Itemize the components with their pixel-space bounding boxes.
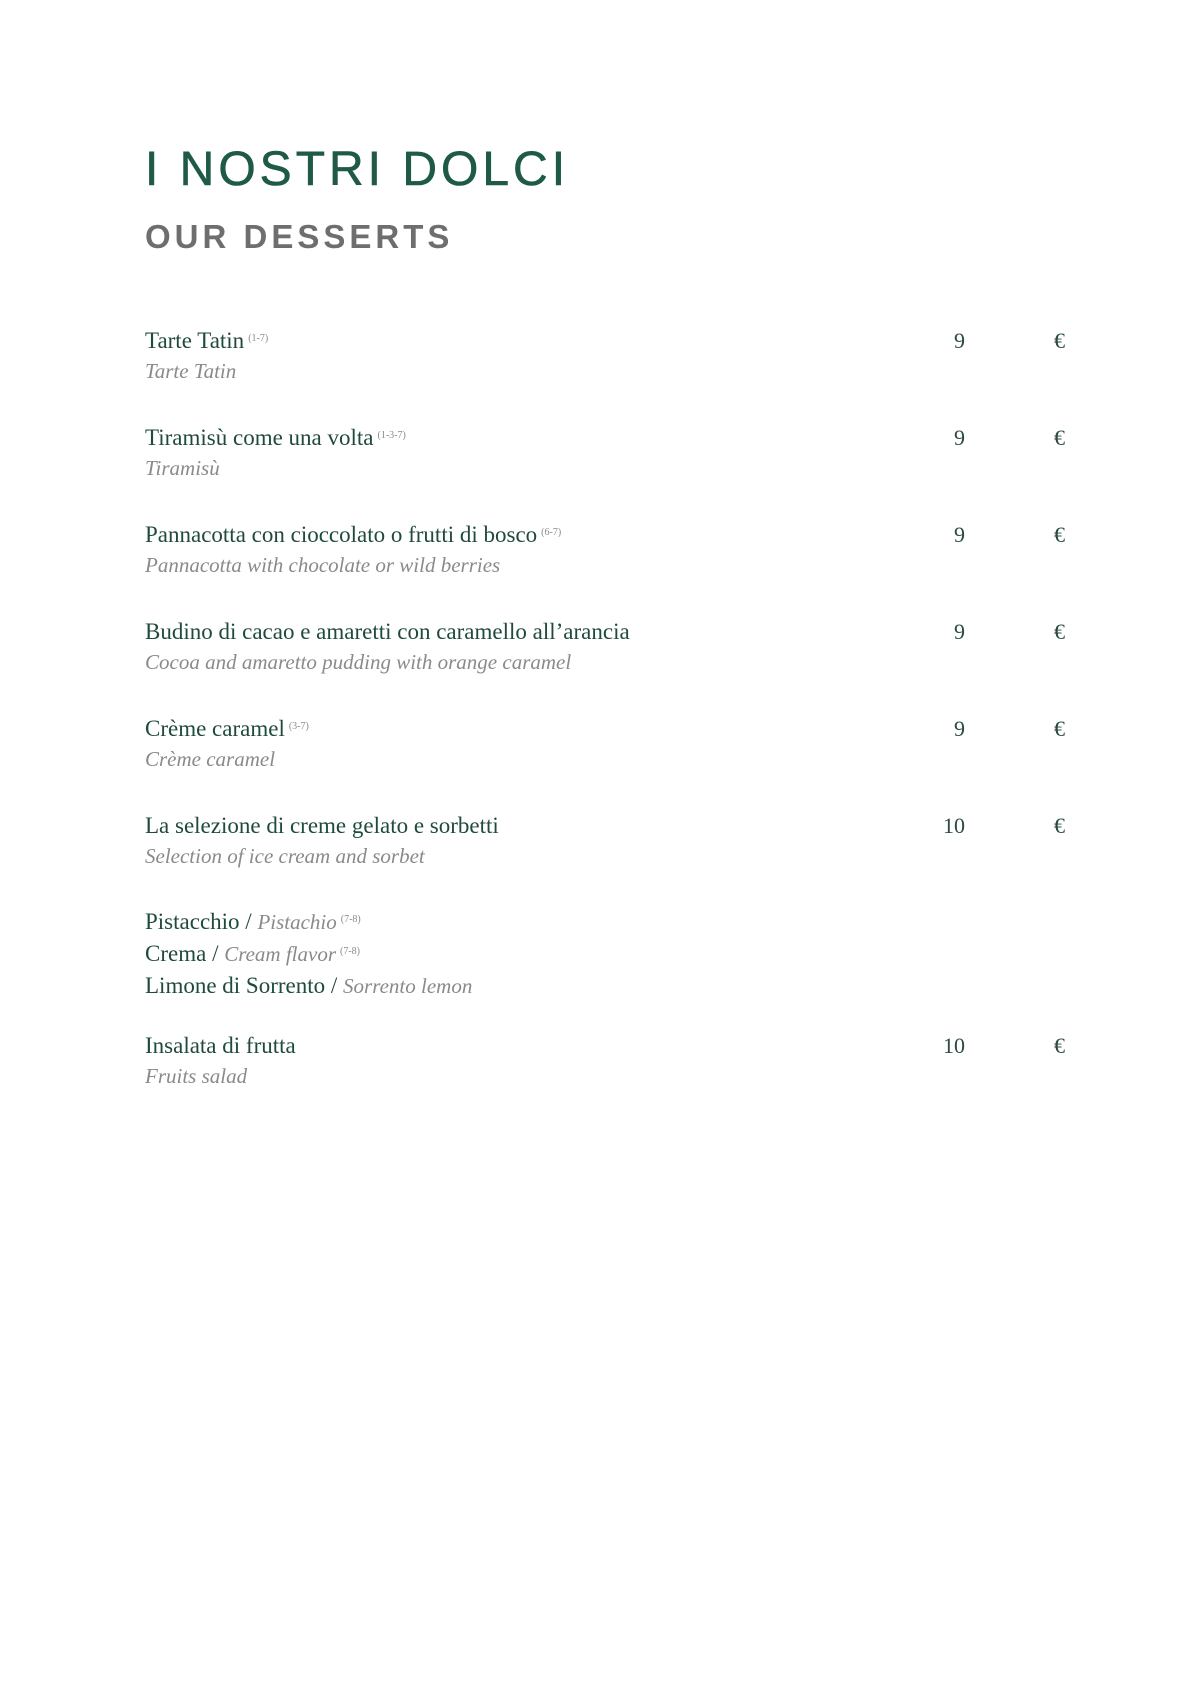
item-currency: € — [1054, 716, 1065, 741]
item-currency: € — [1054, 522, 1065, 547]
item-allergens: (3-7) — [288, 721, 309, 732]
item-currency: € — [1054, 813, 1065, 838]
menu-item-gelato — [145, 811, 1065, 871]
item-allergens: (6-7) — [541, 527, 562, 538]
item-translation: Crème caramel — [145, 747, 276, 771]
item-name: Insalata di frutta — [145, 1033, 296, 1058]
item-name: La selezione di creme gelato e sorbetti — [145, 813, 499, 838]
item-price: 9 — [954, 716, 965, 741]
menu-item-budino — [145, 617, 1065, 677]
item-allergens: (1-7) — [248, 333, 269, 344]
menu-item-pannacotta — [145, 520, 1065, 580]
menu-item-tiramisu — [145, 423, 1065, 483]
item-name: Tiramisù come una volta $^{(1-3-7)}$ — [145, 425, 406, 450]
flavor-allergens: (7-8) — [340, 914, 361, 925]
item-name: Crème caramel $^{(3-7)}$ — [145, 716, 309, 741]
item-translation: Selection of ice cream and sorbet — [145, 844, 425, 868]
item-currency: € — [1054, 1033, 1065, 1058]
item-price: 9 — [954, 619, 965, 644]
item-currency: € — [1054, 425, 1065, 450]
page-subtitle: OUR DESSERTS — [145, 218, 454, 255]
flavor-translation: Sorrento lemon — [343, 974, 473, 998]
item-price: 9 — [954, 328, 965, 353]
gelato-flavor-list — [145, 906, 745, 1002]
item-allergens: (1-3-7) — [377, 430, 406, 441]
flavor-item: Crema / Cream flavor $^{(7-8)}$ — [145, 941, 361, 966]
item-translation: Fruits salad — [145, 1064, 248, 1088]
item-price: 9 — [954, 522, 965, 547]
menu-item-insalata-frutta — [145, 1031, 1065, 1091]
menu-item-tarte-tatin — [145, 326, 1065, 386]
page-title: I NOSTRI DOLCI — [145, 143, 570, 196]
item-currency: € — [1054, 619, 1065, 644]
item-price: 10 — [943, 1033, 965, 1058]
item-currency: € — [1054, 328, 1065, 353]
item-translation: Pannacotta with chocolate or wild berries — [145, 553, 501, 577]
item-translation: Cocoa and amaretto pudding with orange caramel — [145, 650, 572, 674]
flavor-item: Pistacchio / Pistachio $^{(7-8)}$ — [145, 909, 361, 934]
item-translation: Tiramisù — [145, 456, 220, 480]
item-price: 10 — [943, 813, 965, 838]
item-translation: Tarte Tatin — [145, 359, 237, 383]
menu-item-creme-caramel — [145, 714, 1065, 774]
item-name: Pannacotta con cioccolato o frutti di bosco $^{(6-7)}$ — [145, 522, 562, 547]
item-name: Budino di cacao e amaretti con caramello all’arancia — [145, 619, 630, 644]
flavor-allergens: (7-8) — [340, 946, 361, 957]
flavor-item: Limone di Sorrento / Sorrento lemon — [145, 973, 473, 998]
flavor-translation: Pistachio — [257, 910, 337, 934]
item-price: 9 — [954, 425, 965, 450]
flavor-translation: Cream flavor — [224, 942, 337, 966]
item-name: Tarte Tatin $^{(1-7)}$ — [145, 328, 269, 353]
